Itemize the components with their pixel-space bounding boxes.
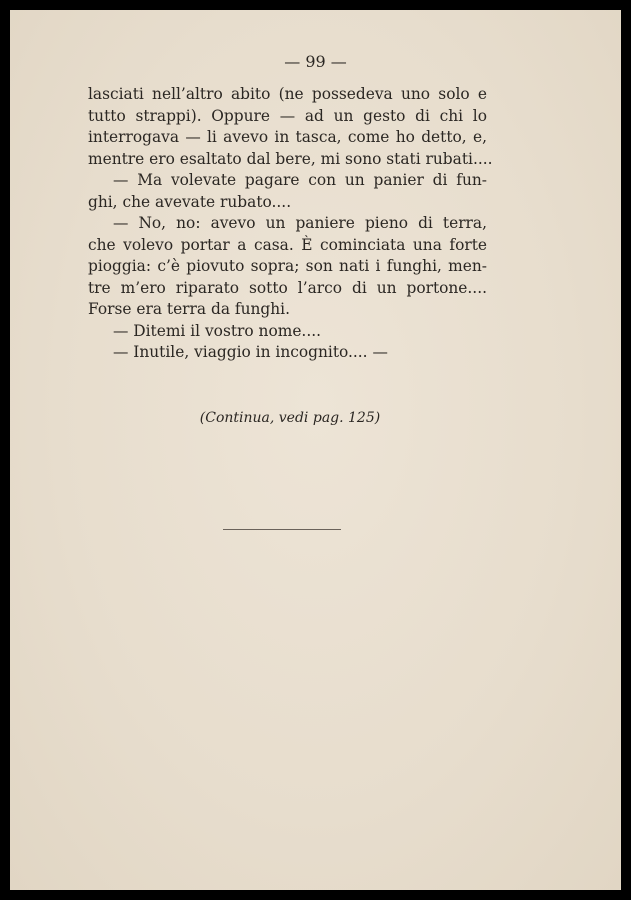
continuation-note: (Continua, vedi pag. 125) (199, 410, 381, 426)
text-line: — Ditemi il vostro nome.... (113, 321, 321, 340)
text-line: lasciati nell’altro abito (ne possedeva uno solo e (88, 85, 487, 103)
page-number: — 99 — (284, 52, 347, 71)
body-text (88, 84, 493, 364)
text-line: — Inutile, viaggio in incognito.... — (113, 343, 388, 361)
text-line: interrogava — li avevo in tasca, come ho detto, e, (88, 128, 487, 146)
book-page (10, 10, 621, 890)
text-line: — No, no: avevo un paniere pieno di terra, (113, 214, 487, 232)
text-line: che volevo portar a casa. È cominciata una forte (88, 235, 487, 254)
text-line: — Ma volevate pagare con un panier di fun- (113, 171, 487, 189)
section-divider (223, 529, 341, 530)
text-line: Forse era terra da funghi. (88, 300, 290, 318)
text-line: tutto strappi). Oppure — ad un gesto di chi lo (88, 106, 487, 125)
text-line: ghi, che avevate rubato.... (88, 192, 292, 211)
text-line: pioggia: c’è piovuto sopra; son nati i funghi, men- (88, 257, 487, 275)
text-line: tre m’ero riparato sotto l’arco di un portone.... (88, 278, 487, 297)
text-line: mentre ero esaltato dal bere, mi sono stati rubati.... (88, 149, 493, 168)
